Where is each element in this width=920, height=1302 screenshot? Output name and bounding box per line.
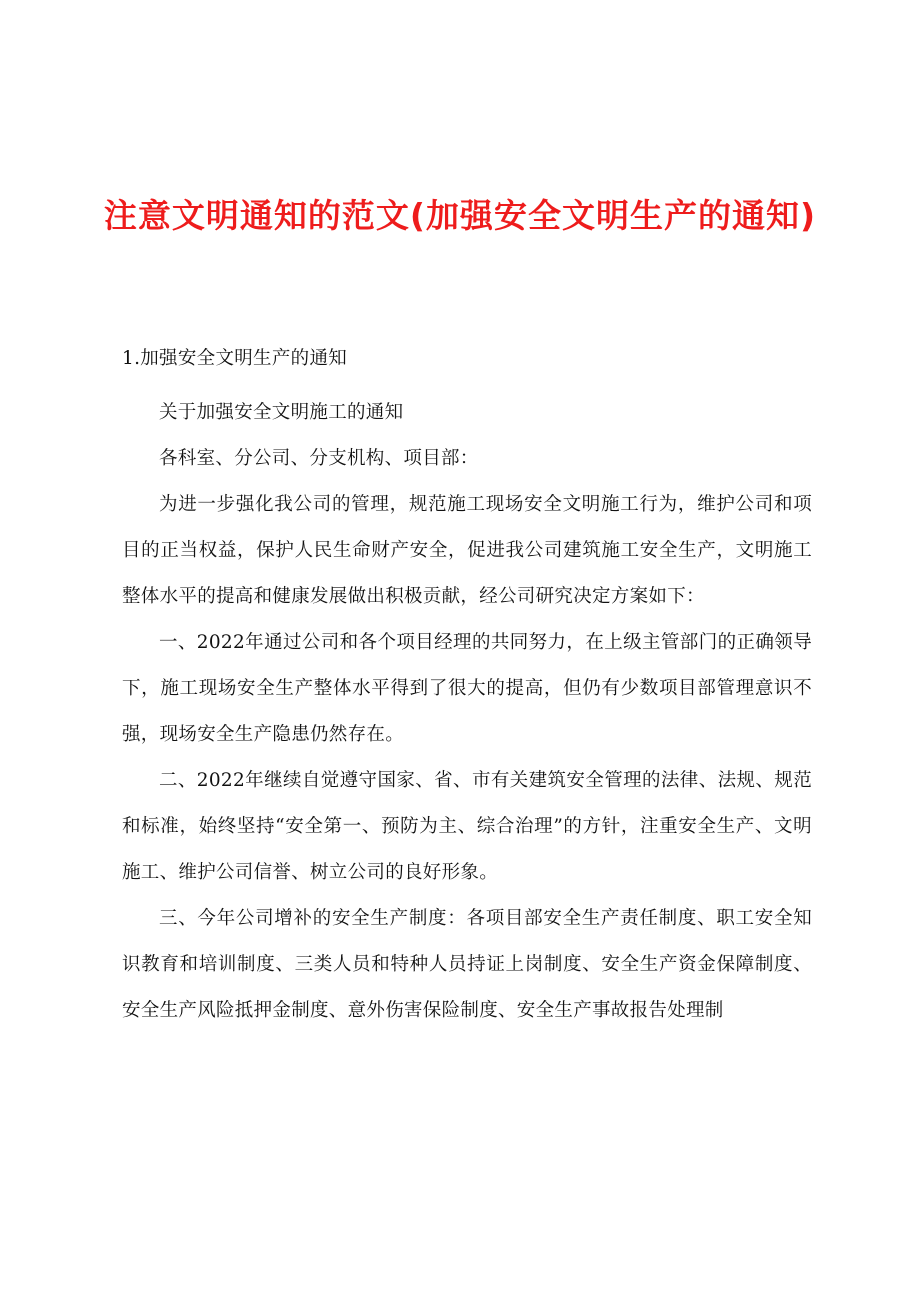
body-paragraph: 二、2022年继续自觉遵守国家、省、市有关建筑安全管理的法律、法规、规范和标准，始终坚持“安全第一、预防为主、综合治理”的方针，注重安全生产、文明施工、维护公司信誉、树立公司的良好形象。	[122, 770, 812, 883]
document-body	[122, 336, 812, 1034]
body-paragraph: 一、2022年通过公司和各个项目经理的共同努力，在上级主管部门的正确领导下，施工现场安全生产整体水平得到了很大的提高，但仍有少数项目部管理意识不强，现场安全生产隐患仍然存在。	[122, 632, 812, 745]
document-title: 注意文明通知的范文(加强安全文明生产的通知)	[103, 196, 817, 235]
addressee-line: 各科室、分公司、分支机构、项目部：	[159, 448, 479, 469]
body-paragraph: 三、今年公司增补的安全生产制度：各项目部安全生产责任制度、职工安全知识教育和培训制度、三类人员和特种人员持证上岗制度、安全生产资金保障制度、安全生产风险抵押金制度、意外伤害保险制度、安全生产事故报告处理制	[122, 908, 812, 1021]
section-heading: 1.加强安全文明生产的通知	[122, 348, 348, 369]
notice-title: 关于加强安全文明施工的通知	[159, 402, 404, 423]
body-paragraph: 为进一步强化我公司的管理，规范施工现场安全文明施工行为，维护公司和项目的正当权益，保护人民生命财产安全，促进我公司建筑施工安全生产，文明施工整体水平的提高和健康发展做出积极贡献，经公司研究决定方案如下：	[122, 494, 812, 607]
